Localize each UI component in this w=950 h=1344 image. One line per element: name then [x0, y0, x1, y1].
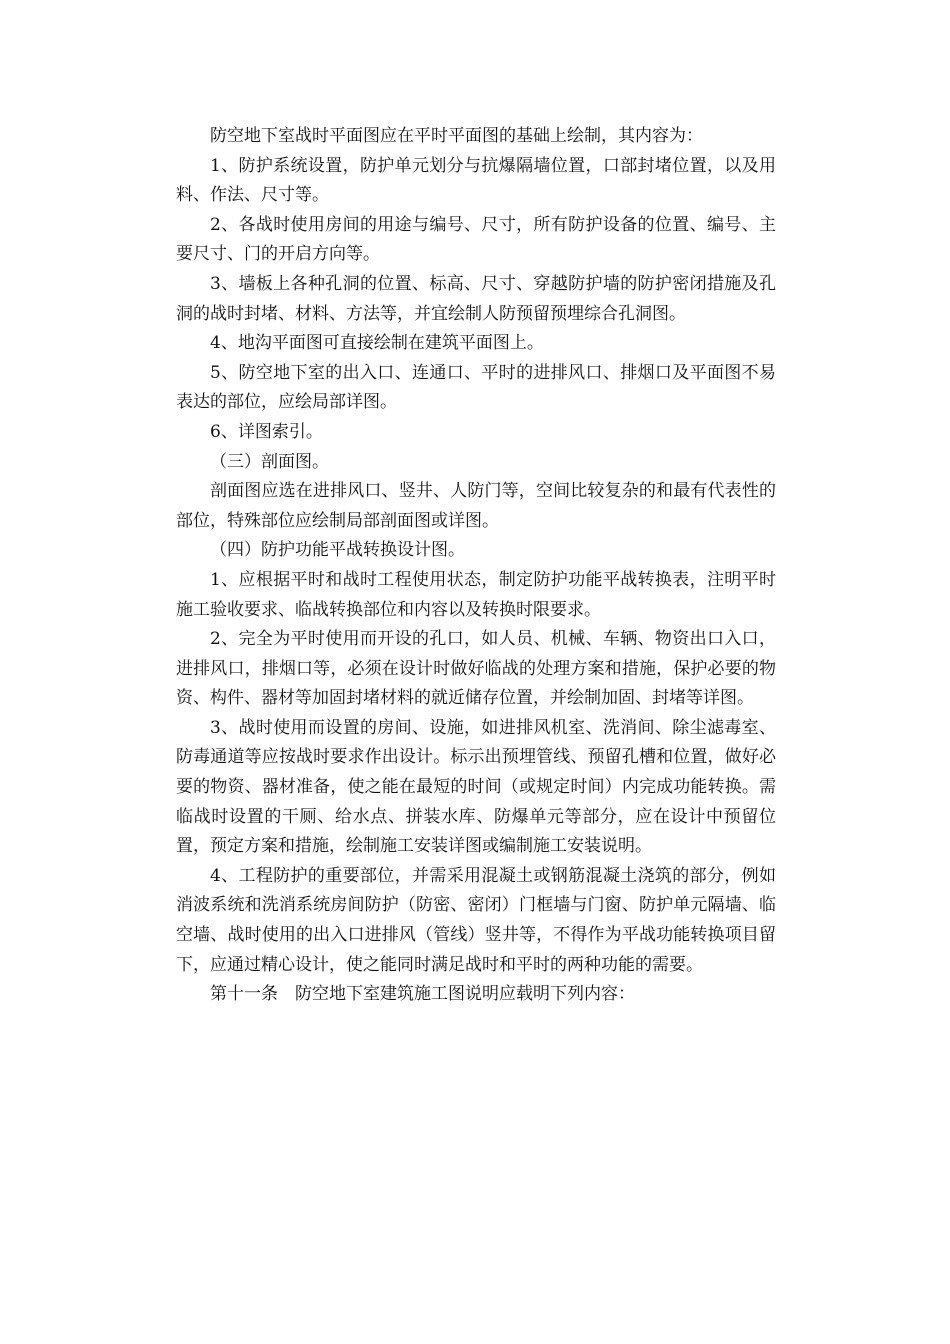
document-body — [176, 122, 776, 1010]
paragraph-conversion-1: 1、应根据平时和战时工程使用状态，制定防护功能平战转换表，注明平时施工验收要求、临战转换部位和内容以及转换时限要求。 — [176, 569, 776, 620]
paragraph-item-3: 3、墙板上各种孔洞的位置、标高、尺寸、穿越防护墙的防护密闭措施及孔洞的战时封堵、材料、方法等，并宜绘制人防预留预埋综合孔洞图。 — [176, 273, 776, 324]
paragraph-item-1: 1、防护系统设置，防护单元划分与抗爆隔墙位置，口部封堵位置，以及用料、作法、尺寸等。 — [176, 155, 776, 206]
paragraph-item-6: 6、详图索引。 — [210, 421, 323, 442]
paragraph-item-5: 5、防空地下室的出入口、连通口、平时的进排风口、排烟口及平面图不易表达的部位，应绘局部详图。 — [176, 362, 776, 413]
paragraph-conversion-2: 2、完全为平时使用而开设的孔口，如人员、机械、车辆、物资出口入口，进排风口，排烟口等，必须在设计时做好临战的处理方案和措施，保护必要的物资、构件、器材等加固封堵材料的就近储存位置，并绘制加固、封堵等详图。 — [176, 629, 776, 709]
paragraph-item-2: 2、各战时使用房间的用途与编号、尺寸，所有防护设备的位置、编号、主要尺寸、门的开启方向等。 — [176, 214, 776, 265]
paragraph-conversion-4: 4、工程防护的重要部位，并需采用混凝土或钢筋混凝土浇筑的部分，例如消波系统和洗消系统房间防护（防密、密闭）门框墙与门窗、防护单元隔墙、临空墙、战时使用的出入口进排风（管线）竖井等，不得作为平战功能转换项目留下，应通过精心设计，使之能同时满足战时和平时的两种功能的需要。 — [176, 865, 776, 975]
section-heading-section: （三）剖面图。 — [210, 451, 329, 472]
paragraph-item-4: 4、地沟平面图可直接绘制在建筑平面图上。 — [210, 333, 544, 354]
section-heading-conversion: （四）防护功能平战转换设计图。 — [210, 540, 465, 561]
paragraph-conversion-3: 3、战时使用而设置的房间、设施，如进排风机室、洗消间、除尘滤毒室、防毒通道等应按战时要求作出设计。标示出预埋管线、预留孔槽和位置，做好必要的物资、器材准备，使之能在最短的时间（或规定时间）内完成功能转换。需临战时设置的干厕、给水点、拼装水库、防爆单元等部分，应在设计中预留位置，预定方案和措施，绘制施工安装详图或编制施工安装说明。 — [176, 717, 776, 857]
paragraph-intro: 防空地下室战时平面图应在平时平面图的基础上绘制，其内容为： — [210, 126, 703, 146]
paragraph-section-text: 剖面图应选在进排风口、竖井、人防门等，空间比较复杂的和最有代表性的部位，特殊部位应绘制局部剖面图或详图。 — [176, 481, 776, 531]
article-eleven: 第十一条 防空地下室建筑施工图说明应载明下列内容： — [210, 984, 635, 1005]
